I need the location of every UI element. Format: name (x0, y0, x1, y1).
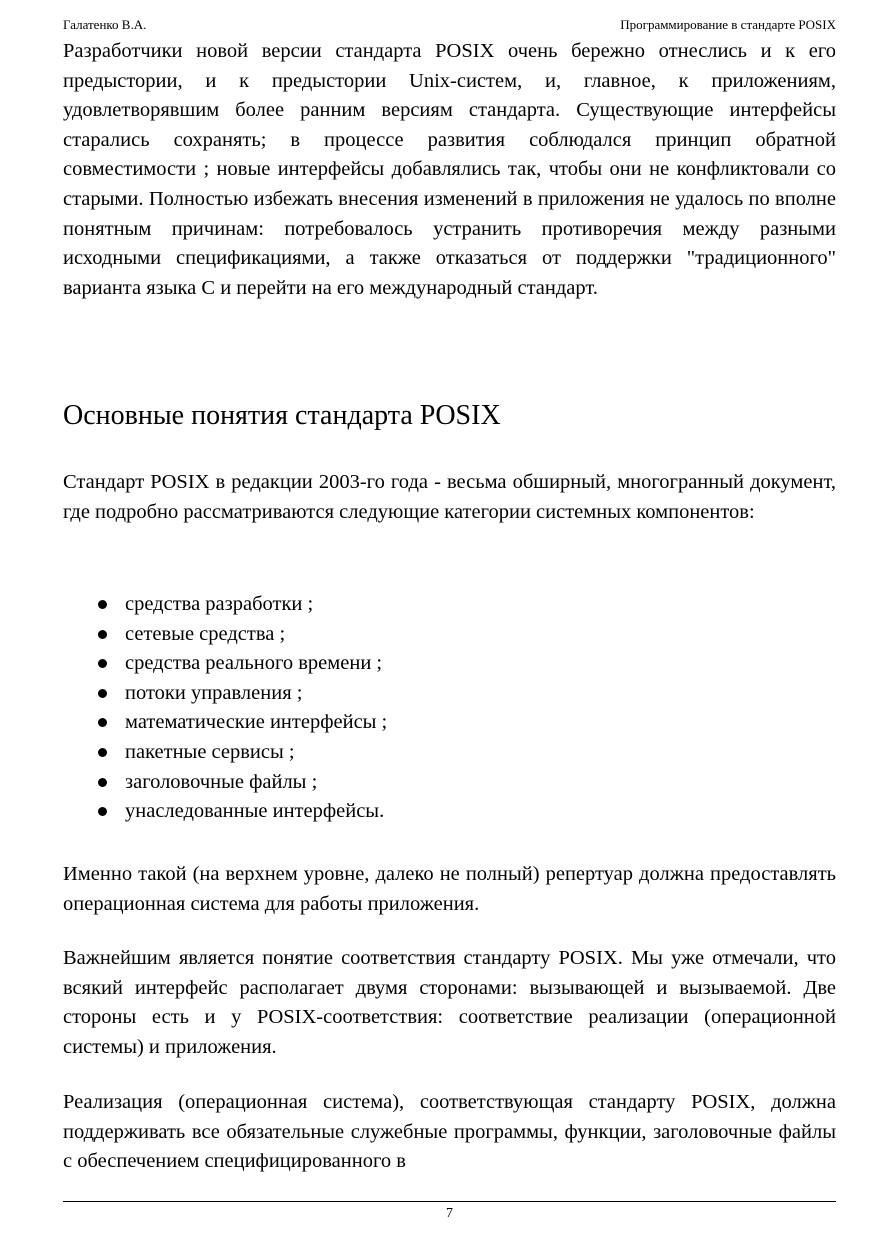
paragraph-standard: Стандарт POSIX в редакции 2003-го года - весьма обширный, многогранный документ, где подробно рассматриваются следующие категории системных компонентов: (63, 471, 836, 523)
paragraph-conformance: Важнейшим является понятие соответствия стандарту POSIX. Мы уже отмечали, что всякий интерфейс располагает двумя сторонами: вызывающей и вызываемой. Две стороны есть и у POSIX-соответствия: соответствие реализации (операционной системы) и приложения. (63, 947, 836, 1058)
document-page (63, 0, 836, 1241)
bullet-icon (98, 807, 107, 816)
bullet-icon (98, 659, 107, 668)
bullet-icon (98, 748, 107, 757)
list-item-text: пакетные сервисы ; (125, 740, 295, 763)
page-number: 7 (446, 1206, 453, 1221)
paragraph-intro: Разработчики новой версии стандарта POSIX очень бережно отнеслись и к его предыстории, и к предыстории Unix-систем, и, главное, к приложениям, удовлетворявшим более ранним версиям стандарта. Существующие интерфейсы старались сохранять; в процессе развития соблюдался принцип обратной совместимости ; новые интерфейсы добавлялись так, чтобы они не конфликтовали со старыми. Полностью избежать внесения изменений в приложения не удалось по вполне понятным причинам: потребовалось устранить противоречия между разными исходными спецификациями, а также отказаться от поддержки "традиционного" варианта языка C и перейти на его международный стандарт. (63, 40, 836, 299)
list-item-text: заголовочные файлы ; (125, 770, 318, 793)
header-author: Галатенко В.А. (63, 17, 147, 32)
footer-divider (63, 1201, 836, 1202)
list-item (63, 679, 387, 709)
list-item-text: средства реального времени ; (125, 652, 383, 675)
list-item (63, 590, 387, 620)
list-item-text: сетевые средства ; (125, 622, 286, 645)
list-item-text: математические интерфейсы ; (125, 711, 388, 734)
bullet-icon (98, 689, 107, 698)
list-item (63, 768, 387, 798)
header-title: Программирование в стандарте POSIX (620, 17, 836, 32)
paragraph-implementation: Реализация (операционная система), соответствующая стандарту POSIX, должна поддерживать все обязательные служебные программы, функции, заголовочные файлы с обеспечением специфицированного в (63, 1091, 836, 1173)
list-item-text: средства разработки ; (125, 593, 314, 615)
list-item (63, 620, 387, 650)
list-item (63, 708, 387, 738)
bullet-icon (98, 630, 107, 639)
list-item-text: потоки управления ; (125, 681, 303, 704)
bullet-icon (98, 778, 107, 787)
list-item-text: унаследованные интерфейсы. (125, 800, 385, 823)
running-header (63, 16, 836, 34)
list-item (63, 738, 387, 768)
list-item (63, 797, 387, 827)
bullet-icon (98, 718, 107, 727)
paragraph-repertoire: Именно такой (на верхнем уровне, далеко не полный) репертуар должна предоставлять операционная система для работы приложения. (63, 863, 836, 915)
categories-list (63, 590, 387, 827)
section-heading: Основные понятия стандарта POSIX (63, 400, 501, 431)
bullet-icon (98, 600, 107, 609)
list-item (63, 649, 387, 679)
